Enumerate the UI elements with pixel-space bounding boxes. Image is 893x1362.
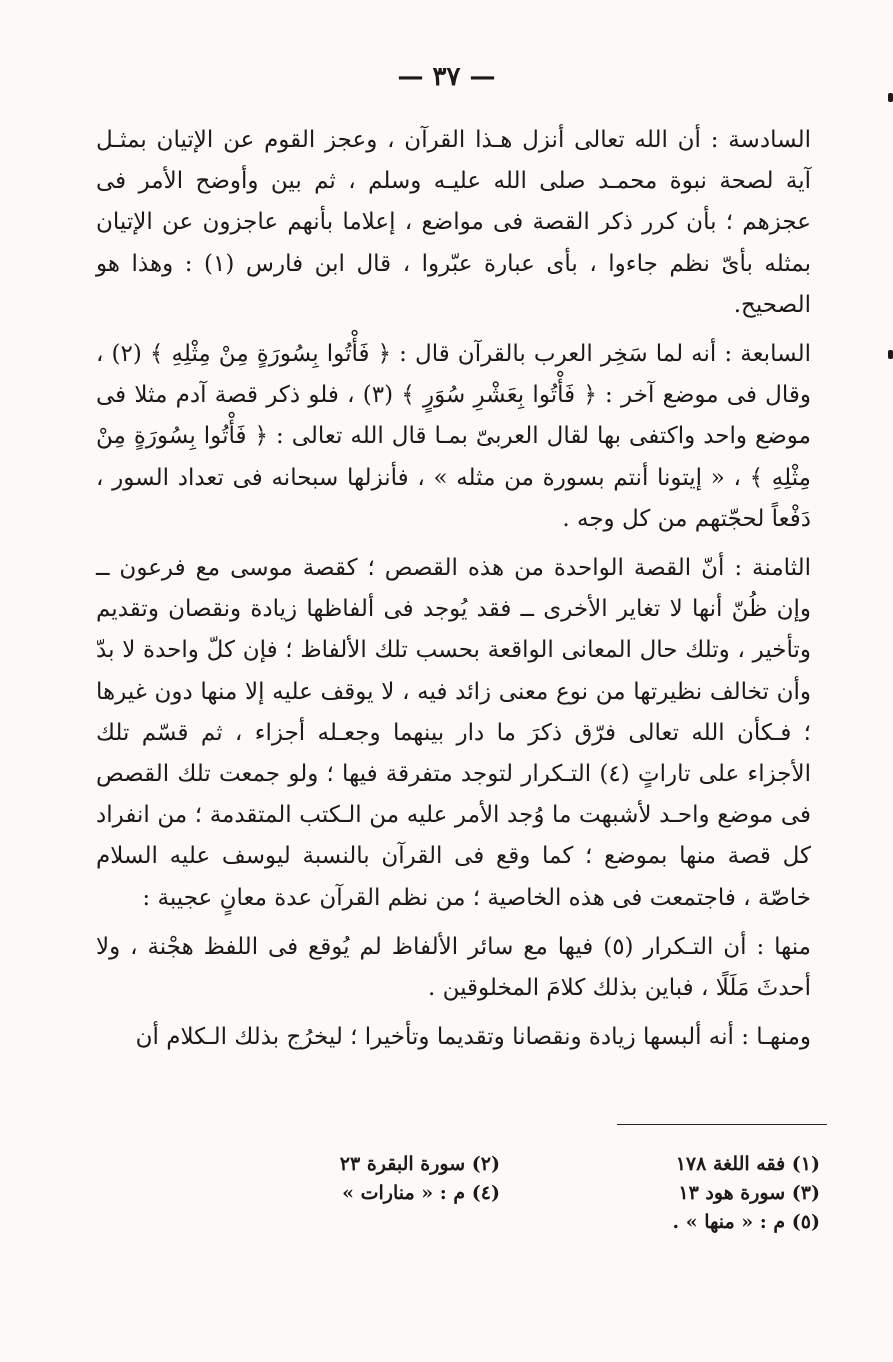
paragraph-seventh: السابعة : أنه لما سَخِر العرب بالقرآن قال : ﴿ فَأْتُوا بِسُورَةٍ مِنْ مِثْلِهِ ﴾ (٢) ، وقال فى موضع آخر : ﴿ فَأْتُوا بِعَشْرِ سُوَرٍ ﴾ (٣) ، فلو ذكر قصة آدم مثلا فى موضع واحد واكتفى بها لقال العربىّ بمـا قال الله تعالى : ﴿ فَأْتُوا بِسُورَةٍ مِنْ مِثْلِهِ ﴾ ، « إيتونا أنتم بسورة من مثله » ، فأنزلها سبحانه فى تعداد السور ، دَفْعاً لحجّتهم من كل وجه .: [96, 341, 811, 532]
paragraph-first-meaning: منها : أن التـكرار (٥) فيها مع سائر الألفاظ لم يُوقع فى اللفظ هجْنة ، ولا أحدثَ مَلَلًا ، فباين بذلك كلامَ المخلوقين .: [96, 933, 811, 1002]
footnote-1: (١) فقه اللغة ١٧٨: [675, 1153, 820, 1175]
scan-edge-mark: [888, 350, 893, 359]
main-text: [96, 120, 811, 1066]
footnote-2: (٢) سورة البقرة ٢٣: [339, 1153, 500, 1175]
scan-edge-mark: [888, 93, 893, 102]
page-number: — ٣٧ —: [397, 62, 496, 92]
paragraph-sixth: السادسة : أن الله تعالى أنزل هـذا القرآن ، وعجز القوم عن الإتيان بمثـل آية لصحة نبوة محمـد صلى الله عليـه وسلم ، ثم بين وأوضح الأمر فى عجزهم ؛ بأن كرر ذكر القصة فى مواضع ، إعلاما بأنهم عاجزون عن الإتيان بمثله بأىّ نظم جاءوا ، بأى عبارة عبّروا ، قال ابن فارس (١) : وهذا هو الصحيح.: [96, 127, 811, 318]
footnotes-right-column: [570, 1150, 820, 1237]
footnote-4: (٤) م : « منارات »: [342, 1182, 500, 1204]
footnote-divider: [617, 1124, 827, 1125]
footnote-5: (٥) م : « منها » .: [672, 1211, 820, 1233]
footnotes-left-column: [250, 1150, 500, 1208]
paragraph-second-meaning: ومنهـا : أنه ألبسها زيادة ونقصانا وتقديما وتأخيرا ؛ ليخرُج بذلك الـكلام أن: [135, 1024, 811, 1051]
paragraph-eighth: الثامنة : أنّ القصة الواحدة من هذه القصص ؛ كقصة موسى مع فرعون ــ وإن ظُنّ أنها لا تغاير الأخرى ــ فقد يُوجد فى ألفاظها زيادة ونقصان وتقديم وتأخير ، وتلك حال المعانى الواقعة بحسب تلك الألفاظ ؛ فإن كلّ واحدة لا بدّ وأن تخالف نظيرتها من نوع معنى زائد فيه ، لا يوقف عليه إلا منها دون غيرها ؛ فـكأن الله تعالى فرّق ذكرَ ما دار بينهما وجعـله أجزاء ، ثم قسّم تلك الأجزاء على تاراتٍ (٤) التـكرار لتوجد متفرقة فيها ؛ ولو جمعت تلك القصص فى موضع واحـد لأشبهت ما وُجد الأمر عليه من الـكتب المتقدمة ؛ من انفراد كل قصة منها بموضع ؛ كما وقع فى القرآن بالنسبة ليوسف عليه السلام خاصّة ، فاجتمعت فى هذه الخاصية ؛ من نظم القرآن عدة معانٍ عجيبة :: [96, 555, 812, 911]
footnote-3: (٣) سورة هود ١٣: [678, 1182, 820, 1204]
